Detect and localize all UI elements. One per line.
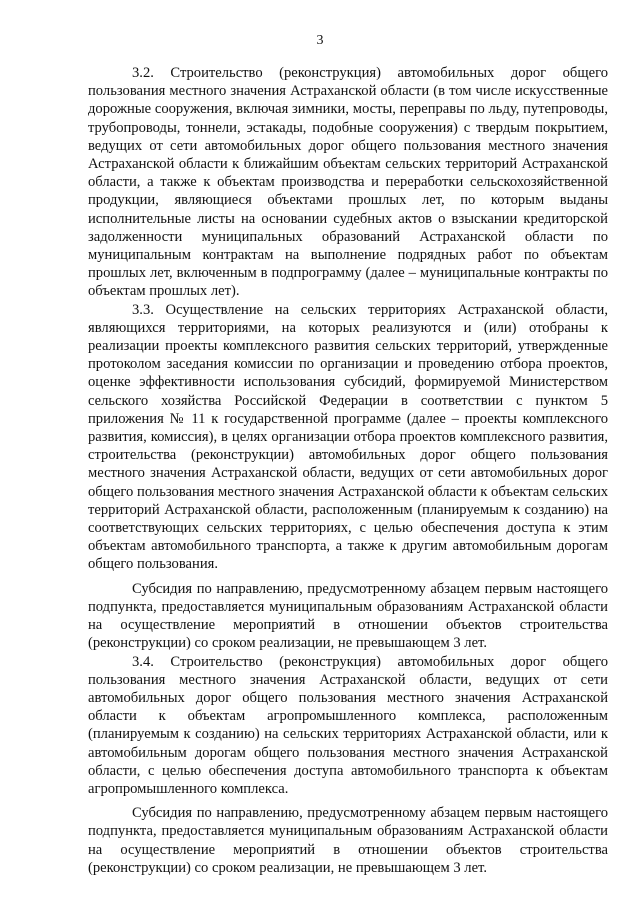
- paragraph-3-4: 3.4. Строительство (реконструкция) автомобильных дорог общего пользования местного значения Астраханской области, ведущих от сети автомобильных дорог общего пользования местного значения Астраханской области к объектам агропромышленного комплекса, расположенным (планируемым к созданию) на сельских территориях Астраханской области, или к автомобильным дорогам общего пользования местного значения Астраханской области, с целью обеспечения доступа автомобильного транспорта к объектам агропромышленного комплекса.: [88, 653, 608, 797]
- document-body: [88, 64, 608, 877]
- paragraph-3-3-subsidy: Субсидия по направлению, предусмотренному абзацем первым настоящего подпункта, предоставляется муниципальным образованиям Астраханской области на осуществление мероприятий в отношении объектов строительства (реконструкции) со сроком реализации, не превышающем 3 лет.: [88, 580, 608, 652]
- page-number: 3: [316, 33, 324, 48]
- paragraph-3-2: 3.2. Строительство (реконструкция) автомобильных дорог общего пользования местного значения Астраханской области (в том числе искусственные дорожные сооружения, включая зимники, мосты, переправы по льду, путепроводы, трубопроводы, тоннели, эстакады, подобные сооружения) с твердым покрытием, ведущих от сети автомобильных дорог общего пользования местного значения Астраханской области к ближайшим объектам сельских территорий Астраханской области, а также к объектам производства и переработки сельскохозяйственной продукции, являющиеся объектами прошлых лет, по которым выданы исполнительные листы на основании судебных актов о взыскании кредиторской задолженности муниципальных образований Астраханской области по муниципальным контрактам на выполнение подрядных работ по объектам прошлых лет, включенным в подпрограмму (далее – муниципальные контракты по объектам прошлых лет).: [88, 65, 608, 300]
- paragraph-3-3: 3.3. Осуществление на сельских территориях Астраханской области, являющихся территориями, на которых реализуются и (или) отобраны к реализации проекты комплексного развития сельских территорий, утвержденные протоколом заседания комиссии по организации и проведению отбора проектов, оценке эффективности использования субсидий, формируемой Министерством сельского хозяйства Российской Федерации в соответствии с пунктом 5 приложения № 11 к государственной программе (далее – проекты комплексного развития, комиссия), в целях организации отбора проектов комплексного развития, строительства (реконструкции) автомобильных дорог общего пользования местного значения Астраханской области, ведущих от сети автомобильных дорог общего пользования местного значения Астраханской области к объектам сельских территорий Астраханской области, расположенным (планируемым к созданию) на соответствующих сельских территориях, с целью обеспечения доступа к этим объектам автомобильного транспорта, а также к другим автомобильным дорогам общего пользования.: [88, 301, 608, 573]
- paragraph-3-4-subsidy: Субсидия по направлению, предусмотренному абзацем первым настоящего подпункта, предоставляется муниципальным образованиям Астраханской области на осуществление мероприятий в отношении объектов строительства (реконструкции) со сроком реализации, не превышающем 3 лет.: [88, 805, 608, 876]
